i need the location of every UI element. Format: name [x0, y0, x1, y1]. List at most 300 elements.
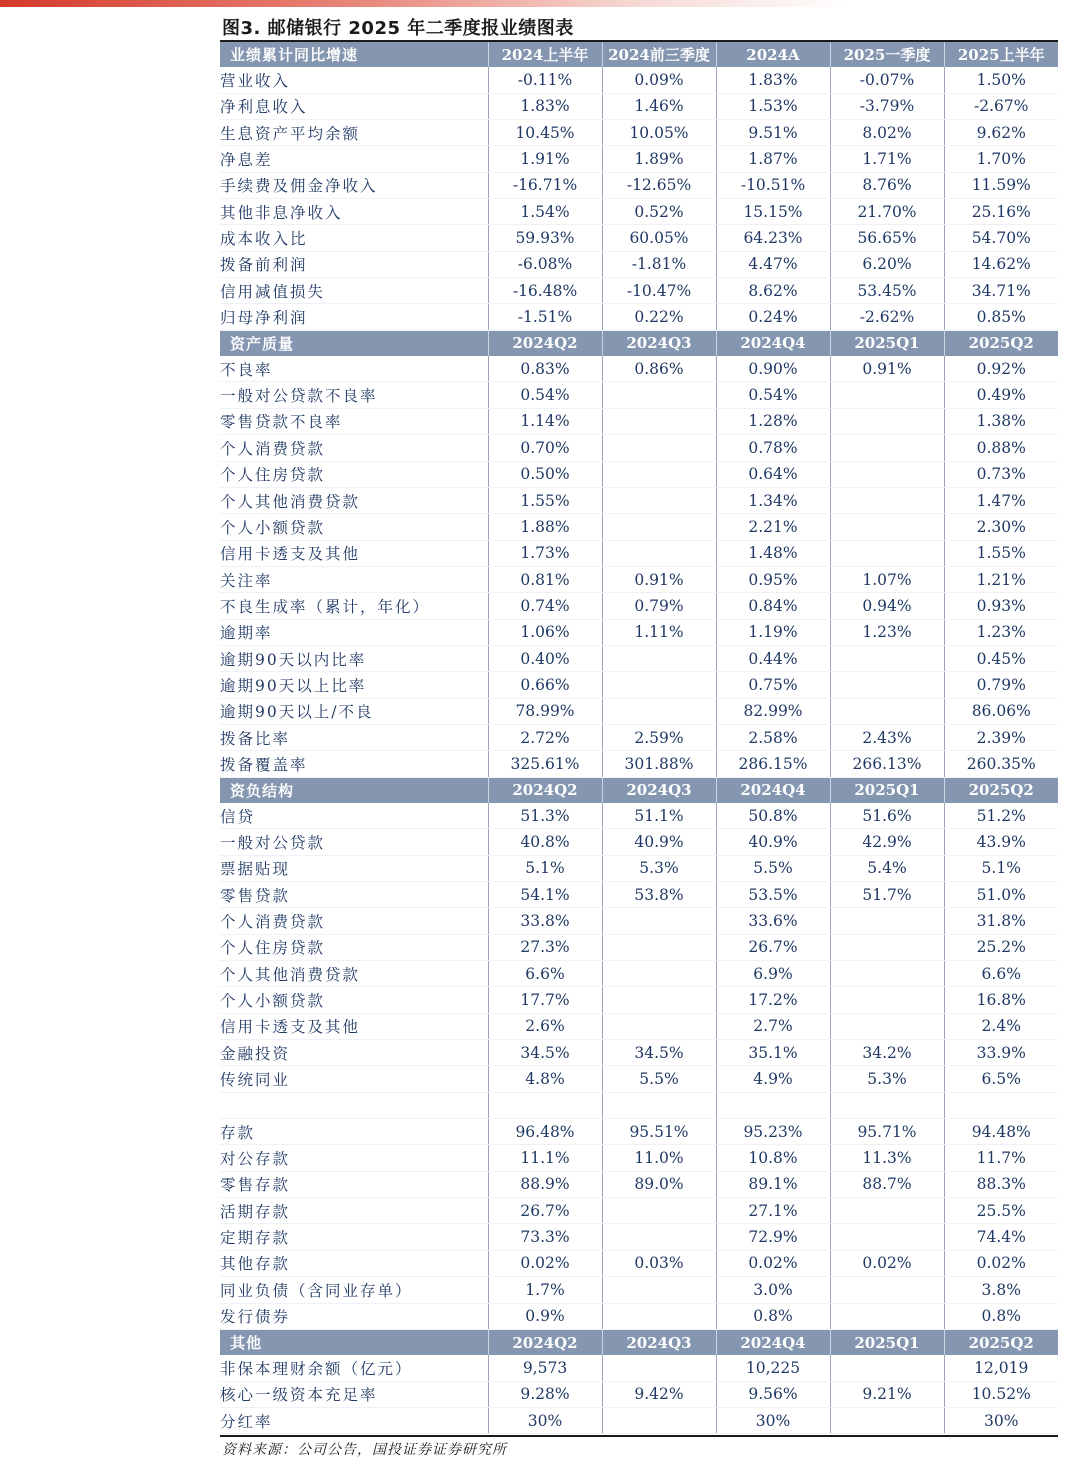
table-cell: 0.9%: [488, 1303, 602, 1329]
table-cell: -2.62%: [830, 304, 944, 330]
source-rule: [220, 1435, 1058, 1437]
table-cell: 56.65%: [830, 225, 944, 251]
table-cell: 5.5%: [716, 855, 830, 881]
table-cell: 0.91%: [602, 566, 716, 592]
table-cell: 5.1%: [944, 855, 1058, 881]
table-cell: [602, 408, 716, 434]
table-cell: 40.9%: [716, 829, 830, 855]
table-row: [220, 435, 1058, 461]
table-row: [220, 199, 1058, 225]
table-cell: 60.05%: [602, 225, 716, 251]
table-cell: 0.49%: [944, 382, 1058, 408]
table-cell: 5.1%: [488, 855, 602, 881]
table-cell: 16.8%: [944, 987, 1058, 1013]
table-row: [220, 146, 1058, 172]
row-label: 个人其他消费贷款: [220, 961, 488, 987]
table-cell: -10.51%: [716, 172, 830, 198]
table-cell: 17.2%: [716, 987, 830, 1013]
table-cell: [830, 1198, 944, 1224]
table-cell: 1.34%: [716, 487, 830, 513]
table-cell: 72.9%: [716, 1224, 830, 1250]
table-cell: 1.19%: [716, 619, 830, 645]
table-row: [220, 120, 1058, 146]
table-cell: 26.7%: [488, 1198, 602, 1224]
table-row: [220, 1092, 1058, 1118]
table-cell: -3.79%: [830, 93, 944, 119]
column-header: 2025Q1: [830, 1329, 944, 1355]
section-header: [220, 1329, 1058, 1355]
table-cell: 0.66%: [488, 672, 602, 698]
table-cell: 25.16%: [944, 199, 1058, 225]
column-header: 2024A: [716, 42, 830, 67]
table-cell: 1.54%: [488, 199, 602, 225]
row-label: 信贷: [220, 803, 488, 829]
table-cell: 1.14%: [488, 408, 602, 434]
row-label: 个人小额贷款: [220, 987, 488, 1013]
table-cell: 0.8%: [944, 1303, 1058, 1329]
table-cell: [830, 672, 944, 698]
table-cell: 94.48%: [944, 1119, 1058, 1145]
column-header: 2024Q2: [488, 777, 602, 803]
row-label: 拨备覆盖率: [220, 751, 488, 777]
table-cell: [830, 1407, 944, 1433]
column-header: 2025Q1: [830, 330, 944, 356]
table-cell: [830, 540, 944, 566]
table-cell: 95.51%: [602, 1119, 716, 1145]
column-header: 2025Q1: [830, 777, 944, 803]
row-label: 零售贷款: [220, 882, 488, 908]
table-cell: 1.71%: [830, 146, 944, 172]
table-cell: 30%: [488, 1407, 602, 1433]
table-cell: 1.73%: [488, 540, 602, 566]
table-row: [220, 672, 1058, 698]
table-cell: [602, 1355, 716, 1381]
table-cell: 42.9%: [830, 829, 944, 855]
table-row: [220, 408, 1058, 434]
table-cell: 1.7%: [488, 1277, 602, 1303]
row-label: 个人住房贷款: [220, 461, 488, 487]
table-cell: 0.8%: [716, 1303, 830, 1329]
table-cell: 0.54%: [716, 382, 830, 408]
table-cell: 0.88%: [944, 435, 1058, 461]
table-cell: -16.71%: [488, 172, 602, 198]
table-cell: [602, 672, 716, 698]
table-cell: 95.71%: [830, 1119, 944, 1145]
table-cell: 0.93%: [944, 593, 1058, 619]
table-row: [220, 382, 1058, 408]
row-label: 不良生成率（累计，年化）: [220, 593, 488, 619]
table-row: [220, 540, 1058, 566]
row-label: 一般对公贷款: [220, 829, 488, 855]
table-cell: 4.9%: [716, 1066, 830, 1092]
table-cell: [602, 487, 716, 513]
table-row: [220, 1145, 1058, 1171]
table-row: [220, 698, 1058, 724]
table-cell: 95.23%: [716, 1119, 830, 1145]
column-header: 2025Q2: [944, 1329, 1058, 1355]
table-row: [220, 356, 1058, 382]
table-row: [220, 1407, 1058, 1433]
section-title: 资产质量: [220, 330, 488, 356]
row-label: 个人消费贷款: [220, 908, 488, 934]
table-cell: 0.24%: [716, 304, 830, 330]
table-cell: 0.95%: [716, 566, 830, 592]
table-cell: [830, 987, 944, 1013]
table-cell: 10,225: [716, 1355, 830, 1381]
row-label: [220, 1092, 488, 1118]
section-title: 其他: [220, 1329, 488, 1355]
table-cell: 35.1%: [716, 1040, 830, 1066]
table-cell: 4.8%: [488, 1066, 602, 1092]
table-row: [220, 1303, 1058, 1329]
table-cell: 0.03%: [602, 1250, 716, 1276]
column-header: 2024Q4: [716, 1329, 830, 1355]
table-cell: 17.7%: [488, 987, 602, 1013]
table-cell: -10.47%: [602, 278, 716, 304]
table-cell: 30%: [944, 1407, 1058, 1433]
table-row: [220, 934, 1058, 960]
row-label: 逾期90天以上比率: [220, 672, 488, 698]
table-row: [220, 882, 1058, 908]
column-header: 2025上半年: [944, 42, 1058, 67]
row-label: 零售贷款不良率: [220, 408, 488, 434]
table-cell: -2.67%: [944, 93, 1058, 119]
column-header: 2024Q2: [488, 330, 602, 356]
table-cell: 88.7%: [830, 1171, 944, 1197]
table-cell: [602, 1092, 716, 1118]
table-cell: 33.6%: [716, 908, 830, 934]
table-cell: 0.02%: [830, 1250, 944, 1276]
column-header: 2024Q3: [602, 1329, 716, 1355]
table-cell: [602, 435, 716, 461]
table-cell: [830, 934, 944, 960]
table-row: [220, 514, 1058, 540]
table-cell: 8.62%: [716, 278, 830, 304]
table-cell: 1.50%: [944, 67, 1058, 93]
table-cell: 34.2%: [830, 1040, 944, 1066]
table-cell: [830, 1224, 944, 1250]
row-label: 拨备比率: [220, 724, 488, 750]
table-cell: 27.3%: [488, 934, 602, 960]
table-cell: 11.1%: [488, 1145, 602, 1171]
table-cell: 301.88%: [602, 751, 716, 777]
table-cell: [830, 1013, 944, 1039]
table-cell: 11.59%: [944, 172, 1058, 198]
table-cell: 86.06%: [944, 698, 1058, 724]
table-cell: 0.81%: [488, 566, 602, 592]
table-row: [220, 645, 1058, 671]
table-cell: 1.11%: [602, 619, 716, 645]
table-row: [220, 1066, 1058, 1092]
table-cell: -16.48%: [488, 278, 602, 304]
table-cell: 1.07%: [830, 566, 944, 592]
table-row: [220, 1355, 1058, 1381]
column-header: 2024Q4: [716, 330, 830, 356]
row-label: 零售存款: [220, 1171, 488, 1197]
table-cell: 1.83%: [716, 67, 830, 93]
table-row: [220, 225, 1058, 251]
table-cell: 5.3%: [830, 1066, 944, 1092]
table-cell: 0.79%: [602, 593, 716, 619]
table-cell: 64.23%: [716, 225, 830, 251]
figure-title: 图3. 邮储银行 2025 年二季度报业绩图表: [222, 18, 574, 39]
section-title: 资负结构: [220, 777, 488, 803]
table-row: [220, 93, 1058, 119]
table-cell: 2.72%: [488, 724, 602, 750]
row-label: 同业负债（含同业存单）: [220, 1277, 488, 1303]
table-cell: [830, 408, 944, 434]
row-label: 个人小额贷款: [220, 514, 488, 540]
table-cell: 0.91%: [830, 356, 944, 382]
table-cell: 89.1%: [716, 1171, 830, 1197]
table-cell: 74.4%: [944, 1224, 1058, 1250]
table-row: [220, 1224, 1058, 1250]
row-label: 信用卡透支及其他: [220, 540, 488, 566]
table-row: [220, 987, 1058, 1013]
table-cell: [830, 382, 944, 408]
table-cell: 2.6%: [488, 1013, 602, 1039]
table-cell: 88.9%: [488, 1171, 602, 1197]
row-label: 净利息收入: [220, 93, 488, 119]
table-cell: 15.15%: [716, 199, 830, 225]
table-cell: 51.2%: [944, 803, 1058, 829]
table-row: [220, 855, 1058, 881]
table-row: [220, 908, 1058, 934]
table-cell: 5.3%: [602, 855, 716, 881]
table-cell: 11.7%: [944, 1145, 1058, 1171]
row-label: 定期存款: [220, 1224, 488, 1250]
table-row: [220, 251, 1058, 277]
table-cell: 53.45%: [830, 278, 944, 304]
table-row: [220, 1119, 1058, 1145]
table-cell: 2.43%: [830, 724, 944, 750]
table-cell: 2.7%: [716, 1013, 830, 1039]
results-table: [220, 42, 1058, 1434]
table-cell: 6.9%: [716, 961, 830, 987]
table-cell: 11.3%: [830, 1145, 944, 1171]
table-cell: 1.55%: [488, 487, 602, 513]
table-cell: 51.0%: [944, 882, 1058, 908]
table-cell: 6.20%: [830, 251, 944, 277]
table-cell: 88.3%: [944, 1171, 1058, 1197]
table-cell: 34.5%: [488, 1040, 602, 1066]
table-cell: 0.02%: [716, 1250, 830, 1276]
table-cell: 0.73%: [944, 461, 1058, 487]
row-label: 信用卡透支及其他: [220, 1013, 488, 1039]
table-cell: 1.38%: [944, 408, 1058, 434]
table-cell: 25.2%: [944, 934, 1058, 960]
table-cell: 73.3%: [488, 1224, 602, 1250]
table-cell: 9.42%: [602, 1381, 716, 1407]
table-cell: 0.85%: [944, 304, 1058, 330]
table-cell: 1.89%: [602, 146, 716, 172]
row-label: 拨备前利润: [220, 251, 488, 277]
table-cell: 9.56%: [716, 1381, 830, 1407]
table-cell: 3.8%: [944, 1277, 1058, 1303]
table-cell: 25.5%: [944, 1198, 1058, 1224]
table-cell: 5.5%: [602, 1066, 716, 1092]
table-cell: 1.83%: [488, 93, 602, 119]
table-cell: 6.6%: [488, 961, 602, 987]
table-cell: [602, 1407, 716, 1433]
table-cell: [830, 514, 944, 540]
row-label: 个人消费贷款: [220, 435, 488, 461]
table-cell: 53.5%: [716, 882, 830, 908]
row-label: 净息差: [220, 146, 488, 172]
column-header: 2025Q2: [944, 777, 1058, 803]
table-cell: -0.11%: [488, 67, 602, 93]
table-cell: 43.9%: [944, 829, 1058, 855]
table-cell: 0.74%: [488, 593, 602, 619]
row-label: 逾期90天以内比率: [220, 645, 488, 671]
row-label: 逾期90天以上/不良: [220, 698, 488, 724]
table-cell: [602, 1224, 716, 1250]
table-cell: [602, 961, 716, 987]
column-header: 2025Q2: [944, 330, 1058, 356]
table-cell: 51.3%: [488, 803, 602, 829]
table-cell: [830, 1277, 944, 1303]
table-row: [220, 304, 1058, 330]
section-title: 业绩累计同比增速: [220, 42, 488, 67]
table-cell: [602, 1013, 716, 1039]
column-header: 2024Q2: [488, 1329, 602, 1355]
column-header: 2024Q3: [602, 330, 716, 356]
table-row: [220, 1040, 1058, 1066]
row-label: 其他存款: [220, 1250, 488, 1276]
table-cell: [602, 934, 716, 960]
table-cell: [830, 645, 944, 671]
table-cell: -1.81%: [602, 251, 716, 277]
table-cell: 0.90%: [716, 356, 830, 382]
table-cell: [488, 1092, 602, 1118]
row-label: 对公存款: [220, 1145, 488, 1171]
table-cell: [602, 1303, 716, 1329]
table-cell: 21.70%: [830, 199, 944, 225]
table-cell: 1.23%: [944, 619, 1058, 645]
row-label: 逾期率: [220, 619, 488, 645]
table-cell: -6.08%: [488, 251, 602, 277]
table-cell: 8.76%: [830, 172, 944, 198]
table-cell: 5.4%: [830, 855, 944, 881]
table-row: [220, 278, 1058, 304]
table-cell: [602, 461, 716, 487]
table-cell: 54.1%: [488, 882, 602, 908]
table-row: [220, 566, 1058, 592]
table-cell: 0.02%: [944, 1250, 1058, 1276]
table-cell: 10.05%: [602, 120, 716, 146]
row-label: 非保本理财余额（亿元）: [220, 1355, 488, 1381]
table-cell: 1.55%: [944, 540, 1058, 566]
table-cell: [830, 961, 944, 987]
row-label: 传统同业: [220, 1066, 488, 1092]
table-row: [220, 619, 1058, 645]
table-cell: [830, 698, 944, 724]
table-cell: 40.9%: [602, 829, 716, 855]
table-row: [220, 1250, 1058, 1276]
table-cell: 0.79%: [944, 672, 1058, 698]
table-cell: 9.62%: [944, 120, 1058, 146]
table-cell: 9.21%: [830, 1381, 944, 1407]
table-cell: 6.5%: [944, 1066, 1058, 1092]
table-cell: 0.94%: [830, 593, 944, 619]
table-cell: 4.47%: [716, 251, 830, 277]
table-cell: [602, 645, 716, 671]
table-cell: [602, 1277, 716, 1303]
table-cell: [830, 461, 944, 487]
row-label: 信用减值损失: [220, 278, 488, 304]
table-cell: -12.65%: [602, 172, 716, 198]
table-cell: 31.8%: [944, 908, 1058, 934]
table-cell: 26.7%: [716, 934, 830, 960]
table-cell: 1.28%: [716, 408, 830, 434]
table-cell: 0.92%: [944, 356, 1058, 382]
row-label: 生息资产平均余额: [220, 120, 488, 146]
table-cell: [830, 435, 944, 461]
table-row: [220, 461, 1058, 487]
table-cell: 1.87%: [716, 146, 830, 172]
row-label: 手续费及佣金净收入: [220, 172, 488, 198]
table-cell: 0.45%: [944, 645, 1058, 671]
table-cell: 34.5%: [602, 1040, 716, 1066]
table-cell: 82.99%: [716, 698, 830, 724]
table-cell: [602, 382, 716, 408]
table-cell: [602, 514, 716, 540]
row-label: 不良率: [220, 356, 488, 382]
table-cell: 260.35%: [944, 751, 1058, 777]
table-cell: [830, 487, 944, 513]
table-cell: 2.58%: [716, 724, 830, 750]
table-cell: [944, 1092, 1058, 1118]
row-label: 个人其他消费贷款: [220, 487, 488, 513]
table-cell: 1.23%: [830, 619, 944, 645]
table-cell: 3.0%: [716, 1277, 830, 1303]
table-cell: 1.06%: [488, 619, 602, 645]
row-label: 核心一级资本充足率: [220, 1381, 488, 1407]
table-row: [220, 751, 1058, 777]
table-row: [220, 1381, 1058, 1407]
table-row: [220, 67, 1058, 93]
row-label: 发行债券: [220, 1303, 488, 1329]
table-cell: 78.99%: [488, 698, 602, 724]
table-cell: 53.8%: [602, 882, 716, 908]
column-header: 2024上半年: [488, 42, 602, 67]
table-cell: 8.02%: [830, 120, 944, 146]
table-cell: [602, 987, 716, 1013]
row-label: 归母净利润: [220, 304, 488, 330]
table-cell: [602, 698, 716, 724]
table-cell: -0.07%: [830, 67, 944, 93]
table-cell: 1.70%: [944, 146, 1058, 172]
row-label: 个人住房贷款: [220, 934, 488, 960]
table-cell: 50.8%: [716, 803, 830, 829]
table-cell: 2.4%: [944, 1013, 1058, 1039]
table-cell: 0.78%: [716, 435, 830, 461]
table-cell: 0.86%: [602, 356, 716, 382]
top-accent-bar: [0, 0, 1065, 7]
table-cell: 10.8%: [716, 1145, 830, 1171]
table-cell: [830, 908, 944, 934]
table-row: [220, 172, 1058, 198]
table-cell: 2.39%: [944, 724, 1058, 750]
table-cell: 54.70%: [944, 225, 1058, 251]
table-cell: 1.47%: [944, 487, 1058, 513]
section-header: [220, 42, 1058, 67]
column-header: 2024Q3: [602, 777, 716, 803]
table-cell: 34.71%: [944, 278, 1058, 304]
table-cell: 6.6%: [944, 961, 1058, 987]
table-cell: 0.44%: [716, 645, 830, 671]
table-cell: 2.30%: [944, 514, 1058, 540]
